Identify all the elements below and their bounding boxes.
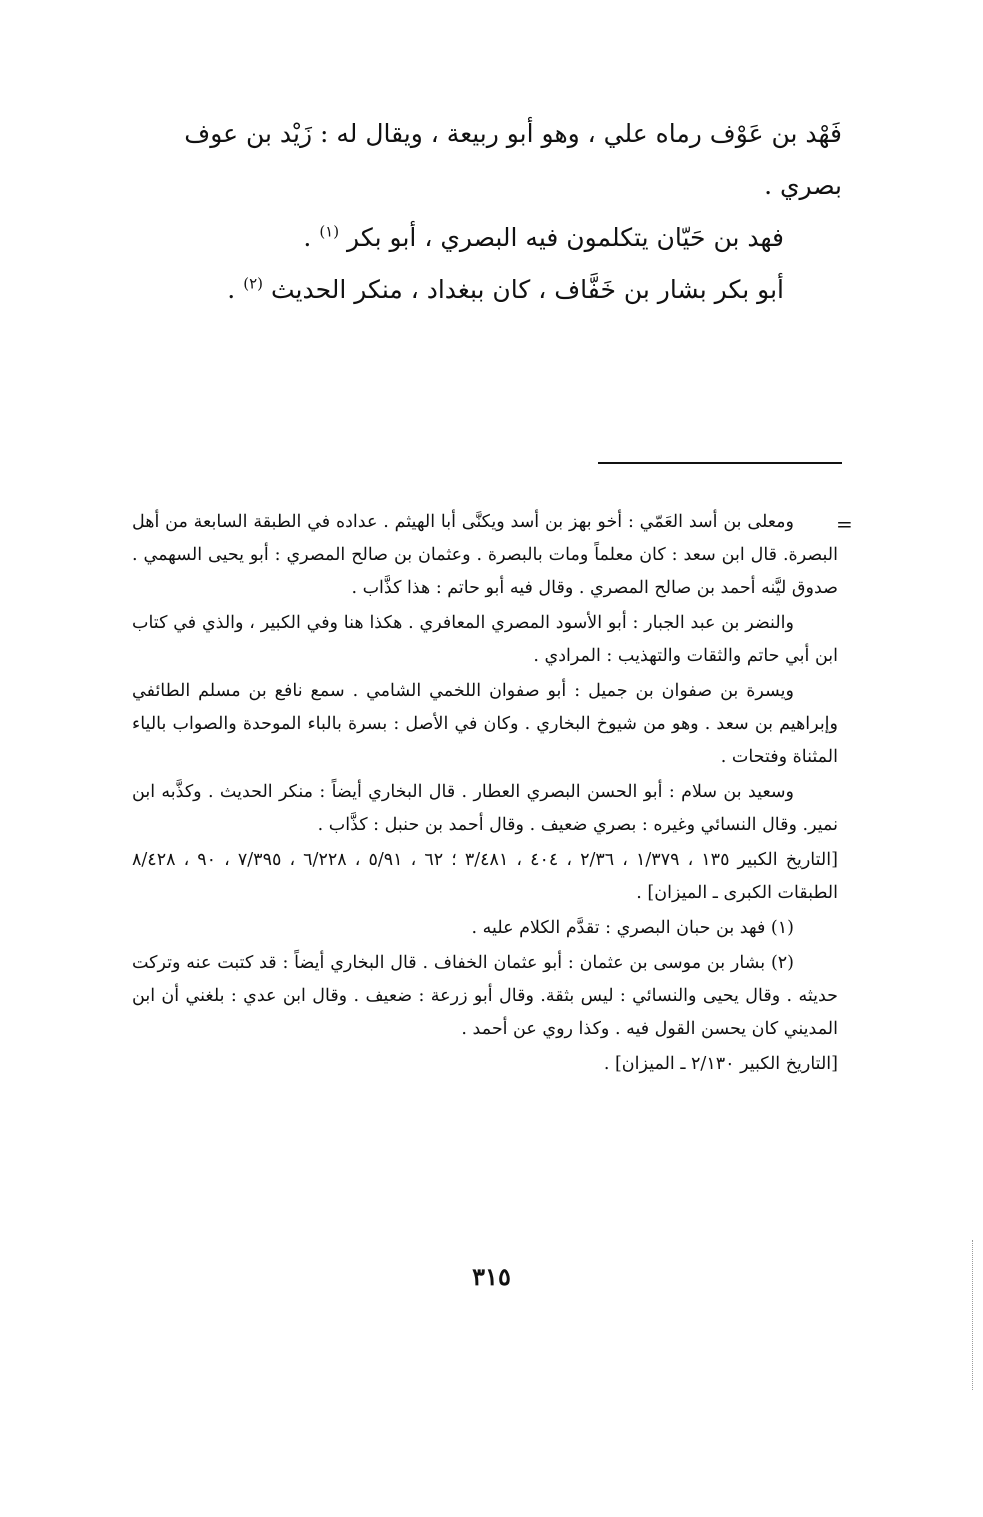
footnote-paragraph-4: وسعيد بن سلام : أبو الحسن البصري العطار . قال البخاري أيضاً : منكر الحديث . وكذَّبه ابن نمير. وقال النسائي وغيره : بصري ضعيف . وقال أحمد بن حنبل : كذَّاب .: [132, 782, 838, 835]
footnote-2: (٢) بشار بن موسى بن عثمان : أبو عثمان الخفاف . قال البخاري أيضاً : قد كتبت عنه وتركت حديثه . وقال يحيى والنسائي : ليس بثقة. وقال أبو زرعة : ضعيف . وقال ابن عدي : بلغني أن ابن المديني كان يحسن القول فيه . وكذا روي عن أحمد .: [132, 953, 838, 1039]
main-line-3-text: فهد بن حَيّان يتكلمون فيه البصري ، أبو بكر: [347, 223, 784, 252]
scan-edge-artifact: [972, 1240, 973, 1390]
main-line-2: بصري .: [764, 171, 842, 200]
page-number: ٣١٥: [472, 1262, 511, 1291]
footnote-paragraph-3: ويسرة بن صفوان بن جميل : أبو صفوان اللخمي الشامي . سمع نافع بن مسلم الطائفي وإبراهيم بن سعد . وهو من شيوخ البخاري . وكان في الأصل : بسرة بالباء الموحدة والصواب بالياء المثناة وفتحات .: [132, 681, 838, 767]
main-body-text: [120, 108, 842, 316]
footnotes-section: [132, 506, 838, 1083]
footnote-2-references: [التاريخ الكبير ٢/١٣٠ ـ الميزان] .: [603, 1054, 838, 1074]
continuation-mark: =: [836, 512, 853, 536]
footnote-ref-2: (٢): [243, 274, 263, 293]
footnote-paragraph-1: ومعلى بن أسد العَمّي : أخو بهز بن أسد ويكنَّى أبا الهيثم . عداده في الطبقة السابعة من أهل البصرة. قال ابن سعد : كان معلماً ومات بالبصرة . وعثمان بن صالح المصري : أبو يحيى السهمي . صدوق ليَّنه أحمد بن صالح المصري . وقال فيه أبو حاتم : هذا كذَّاب .: [132, 512, 838, 598]
main-line-3: [120, 212, 842, 264]
footnote-ref-1: (١): [319, 222, 340, 241]
footnote-references: [التاريخ الكبير ١٣٥ ، ١/٣٧٩ ، ٢/٣٦ ، ٤٠٤ ، ٣/٤٨١ ؛ ٦٢ ، ٥/٩١ ، ٦/٢٢٨ ، ٧/٣٩٥ ، ٩٠ ، ٨/٤٢٨ الطبقات الكبرى ـ الميزان] .: [132, 850, 838, 903]
main-line-4-end: .: [227, 275, 244, 304]
footnote-paragraph-2: والنضر بن عبد الجبار : أبو الأسود المصري المعافري . هكذا هنا وفي الكبير ، والذي في كتاب ابن أبي حاتم والثقات والتهذيب : المرادي .: [132, 613, 838, 666]
main-line-1: فَهْد بن عَوْف رماه علي ، وهو أبو ربيعة ، ويقال له : زَيْد بن عوف: [184, 119, 842, 148]
footnote-separator: [598, 462, 842, 464]
main-line-4: [120, 264, 842, 316]
main-line-3-end: .: [303, 223, 320, 252]
main-line-4-text: أبو بكر بشار بن خَفَّاف ، كان ببغداد ، منكر الحديث: [270, 275, 784, 304]
footnote-1: (١) فهد بن حبان البصري : تقدَّم الكلام عليه .: [471, 918, 794, 938]
